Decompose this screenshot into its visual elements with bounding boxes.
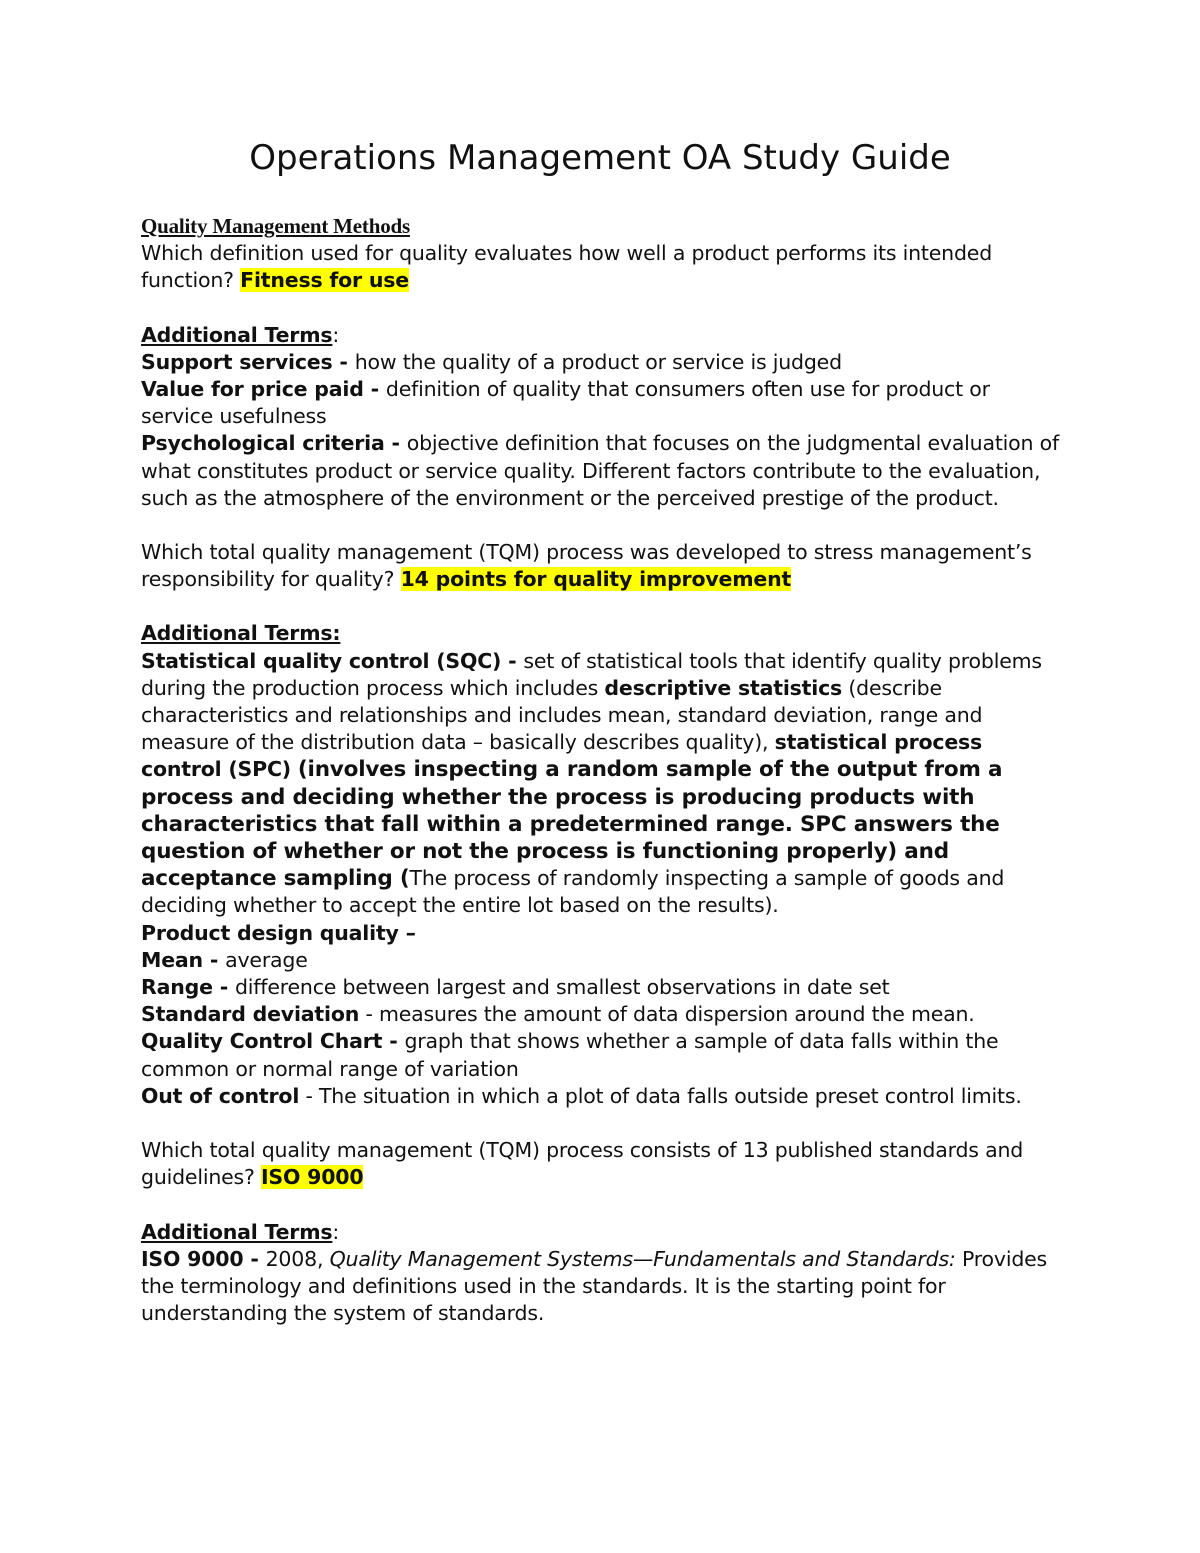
page-title: Operations Management OA Study Guide	[249, 138, 951, 178]
iso-year: 2008,	[265, 1246, 330, 1271]
term-definition: average	[225, 947, 308, 972]
spc-term: statistical process control (SPC)	[141, 730, 983, 782]
answer-2-highlight: 14 points for quality improvement	[400, 567, 792, 592]
term-definition: difference between largest and smallest observations in date set	[234, 975, 890, 1000]
iso-paragraph	[141, 1246, 1061, 1328]
document-body	[141, 213, 1061, 1327]
term-definition: - The situation in which a plot of data falls outside preset control limits.	[299, 1083, 1022, 1108]
term-item	[141, 1001, 1061, 1028]
additional-terms-heading-3: Additional Terms	[141, 1219, 333, 1244]
term-definition: definition of quality that consumers often use for product or service usefulness	[141, 377, 990, 429]
heading-colon-1: :	[332, 322, 340, 347]
question-2-text: Which total quality management (TQM) process was developed to stress management’s responsibility for quality?	[141, 540, 1032, 592]
heading-colon-3: :	[332, 1219, 340, 1244]
term-label: Value for price paid -	[141, 377, 386, 402]
term-definition: objective definition that focuses on the judgmental evaluation of what constitutes product or service quality. Different factors contribute to the evaluation, such as the atmosphere of the environment or the perceived prestige of the product.	[141, 431, 1059, 510]
term-definition: how the quality of a product or service is judged	[354, 349, 842, 374]
additional-terms-heading-2: Additional Terms:	[141, 621, 341, 646]
term-item	[141, 349, 1061, 376]
spc-text: (involves inspecting a random sample of the output from a process and deciding whether the process is producing products with characteristics that fall within a predetermined range. SPC answers the question of whether or not the process is functioning properly) and	[141, 757, 1003, 865]
term-label: ISO 9000 -	[141, 1246, 266, 1271]
term-definition: set of statistical tools that identify quality problems during the production process which includes	[141, 648, 1042, 700]
term-label: Product design quality –	[141, 920, 416, 945]
term-item	[141, 376, 1061, 430]
term-label: Mean -	[141, 947, 226, 972]
section-heading: Quality Management Methods	[141, 214, 410, 238]
term-item	[141, 920, 1061, 947]
term-item	[141, 974, 1061, 1001]
term-label: Psychological criteria -	[141, 431, 407, 456]
iso-title: Quality Management Systems—Fundamentals and Standards:	[329, 1246, 956, 1271]
term-item	[141, 430, 1061, 512]
question-3-text: Which total quality management (TQM) process consists of 13 published standards and guidelines?	[141, 1138, 1024, 1190]
term-item	[141, 1028, 1061, 1082]
term-label: Out of control	[141, 1083, 300, 1108]
additional-terms-heading-1: Additional Terms	[141, 322, 333, 347]
term-label: Range -	[141, 975, 235, 1000]
descriptive-statistics-text: (describe characteristics and relationships and includes mean, standard deviation, range and measure of the distribution data – basically describes quality),	[141, 675, 983, 755]
question-1	[141, 240, 1061, 294]
answer-1-highlight: Fitness for use	[240, 268, 409, 293]
term-label: Quality Control Chart -	[141, 1029, 405, 1054]
answer-3-highlight: ISO 9000	[261, 1165, 364, 1190]
descriptive-statistics-term: descriptive statistics	[604, 675, 843, 700]
question-1-text: Which definition used for quality evaluates how well a product performs its intended function?	[141, 241, 993, 293]
question-2	[141, 539, 1061, 593]
term-definition: graph that shows whether a sample of data falls within the common or normal range of variation	[141, 1029, 999, 1081]
acceptance-sampling-term: acceptance sampling (	[141, 866, 410, 892]
sqc-paragraph	[141, 648, 1061, 920]
term-label: Statistical quality control (SQC) -	[141, 648, 524, 673]
term-definition: - measures the amount of data dispersion around the mean.	[359, 1002, 975, 1027]
question-3	[141, 1137, 1061, 1191]
term-label: Standard deviation	[141, 1002, 360, 1027]
term-item	[141, 1083, 1061, 1110]
acceptance-sampling-text: The process of randomly inspecting a sample of goods and deciding whether to accept the entire lot based on the results).	[141, 866, 1005, 918]
term-definition: Provides the terminology and definitions used in the standards. It is the starting point for understanding the system of standards.	[141, 1246, 1048, 1326]
term-item	[141, 947, 1061, 974]
term-label: Support services -	[141, 349, 355, 374]
